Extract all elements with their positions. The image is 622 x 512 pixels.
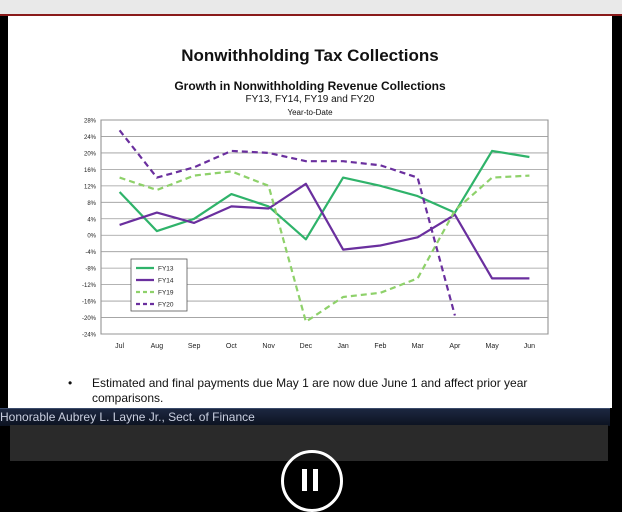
y-tick-label: 4% [87,217,96,224]
legend-label: FY20 [158,301,174,309]
y-tick-label: 28% [83,118,96,125]
chart-title: Growth in Nonwithholding Revenue Collections [174,79,446,93]
chart-subtitle: FY13, FY14, FY19 and FY20 [245,94,375,105]
x-tick-label: Apr [449,343,461,350]
bullet-text: Estimated and final payments due May 1 are now due June 1 and affect prior year comparisons. [92,376,528,405]
x-tick-label: Aug [150,343,164,350]
y-tick-label: 24% [83,134,96,141]
x-tick-label: Dec [299,343,313,350]
y-tick-label: 0% [87,233,96,240]
legend-label: FY13 [158,265,174,273]
bullet-dot-icon: • [68,376,73,390]
x-tick-label: Jan [337,343,349,350]
x-tick-label: May [485,343,499,350]
speaker-name: Honorable Aubrey L. Layne Jr., Sect. of Finance [0,410,255,424]
slide-title: Nonwithholding Tax Collections [181,46,439,65]
x-tick-label: Oct [225,343,237,350]
y-tick-label: -16% [81,299,96,306]
y-tick-label: -12% [81,283,96,290]
pause-bar-left-icon [302,469,307,491]
x-tick-label: Sep [187,343,201,350]
line-chart [8,16,612,408]
y-tick-label: 20% [83,151,96,158]
y-tick-label: -20% [81,316,96,323]
y-tick-label: -8% [85,266,96,273]
top-bar [0,0,622,16]
presentation-slide [8,16,612,408]
y-tick-label: 12% [83,184,96,191]
lower-third-banner [0,408,610,426]
y-tick-label: 8% [87,200,96,207]
legend-label: FY14 [158,277,174,285]
chart-period-label: Year-to-Date [287,108,333,117]
x-tick-label: Jun [523,343,536,350]
x-tick-label: Nov [262,343,275,350]
y-tick-label: 16% [83,167,96,174]
legend-label: FY19 [158,289,174,297]
x-tick-label: Mar [411,343,424,350]
y-tick-label: -4% [85,250,96,257]
x-tick-label: Feb [374,343,387,350]
pause-bar-right-icon [313,469,318,491]
y-tick-label: -24% [81,332,96,339]
pause-button[interactable] [281,450,343,512]
x-tick-label: Jul [115,343,125,350]
